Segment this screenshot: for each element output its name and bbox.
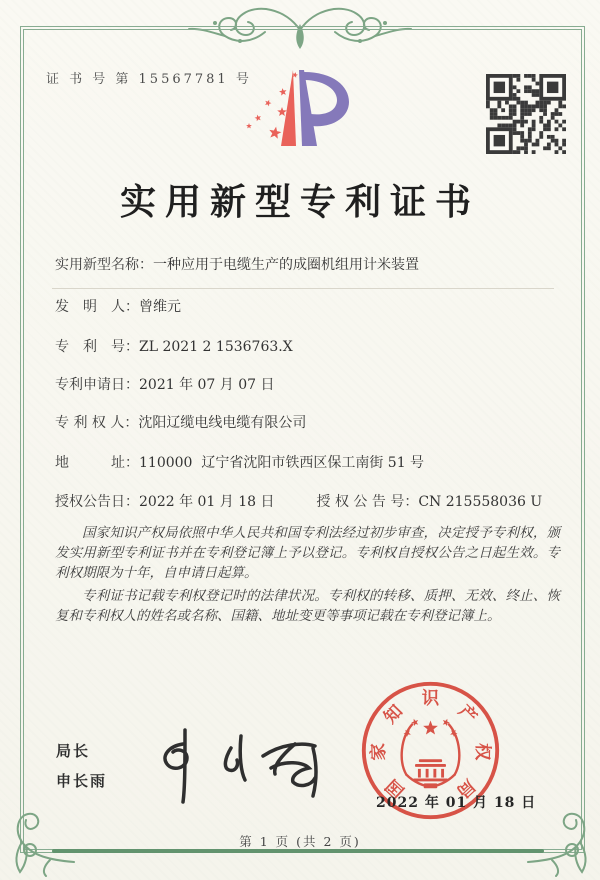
field-value: 曾维元 [139, 299, 181, 315]
certificate-title: 实用新型专利证书 [119, 181, 480, 223]
svg-text:局: 局 [452, 774, 479, 802]
svg-text:产: 产 [454, 701, 481, 728]
legal-text-block [55, 523, 560, 629]
field-value: 一种应用于电缆生产的成圈机组用计米装置 [153, 257, 419, 273]
field-value: 110000 辽宁省沈阳市铁西区保工南街 51 号 [139, 455, 425, 471]
field-grant-announcement [55, 491, 562, 513]
grant-number-value: CN 215558036 U [418, 494, 543, 510]
field-address [55, 452, 562, 474]
field-label: 实用新型名称： [55, 257, 153, 273]
legal-paragraph-2: 专利证书记载专利权登记时的法律状况。专利权的转移、质押、无效、终止、恢复和专利权人的姓名或名称、国籍、地址变更等事项记载在专利登记簿上。 [55, 588, 560, 624]
certificate-number: 证 书 号 第 15567781 号 [46, 72, 252, 87]
field-label: 地 址： [55, 455, 139, 471]
grant-number-label: 授 权 公 告 号： [316, 494, 419, 510]
field-label: 专 利 权 人： [55, 415, 139, 431]
top-ornament-flourish [145, 2, 455, 54]
field-label: 专 利 号： [55, 339, 139, 355]
field-patentee [55, 412, 562, 434]
qr-code-icon [486, 74, 566, 154]
svg-text:家: 家 [368, 742, 390, 761]
commissioner-title: 局长 [56, 742, 91, 760]
svg-text:权: 权 [471, 742, 493, 761]
field-value: 沈阳辽缆电线电缆有限公司 [138, 415, 307, 431]
field-patent-number [55, 336, 562, 358]
field-underline [52, 288, 554, 289]
field-label: 专利申请日： [55, 377, 139, 393]
cnipa-logo-icon [243, 60, 355, 156]
legal-paragraph-1: 国家知识产权局依照中华人民共和国专利法经过初步审查，决定授予专利权，颁发实用新型专利证书并在专利登记簿上予以登记。专利权自授权公告之日起生效。专利权期限为十年，自申请日起算。 [55, 525, 560, 581]
svg-text:识: 识 [421, 689, 440, 710]
grant-date-value: 2022 年 01 月 18 日 [139, 494, 275, 510]
field-application-date [55, 374, 562, 396]
commissioner-name: 申长雨 [56, 772, 108, 790]
svg-text:知: 知 [380, 701, 407, 728]
field-label: 发 明 人： [55, 299, 139, 315]
field-value: 2021 年 07 月 07 日 [139, 377, 275, 393]
page-number-footer: 第 1 页 (共 2 页) [239, 834, 361, 849]
seal-date: 2022 年 01 月 18 日 [376, 795, 537, 811]
field-inventor [55, 296, 562, 318]
field-utility-model-name [55, 254, 562, 276]
grant-date-label: 授权公告日： [55, 494, 139, 510]
handwritten-signature-icon [145, 722, 335, 810]
svg-text:国: 国 [382, 774, 409, 802]
field-value: ZL 2021 2 1536763.X [139, 339, 293, 355]
